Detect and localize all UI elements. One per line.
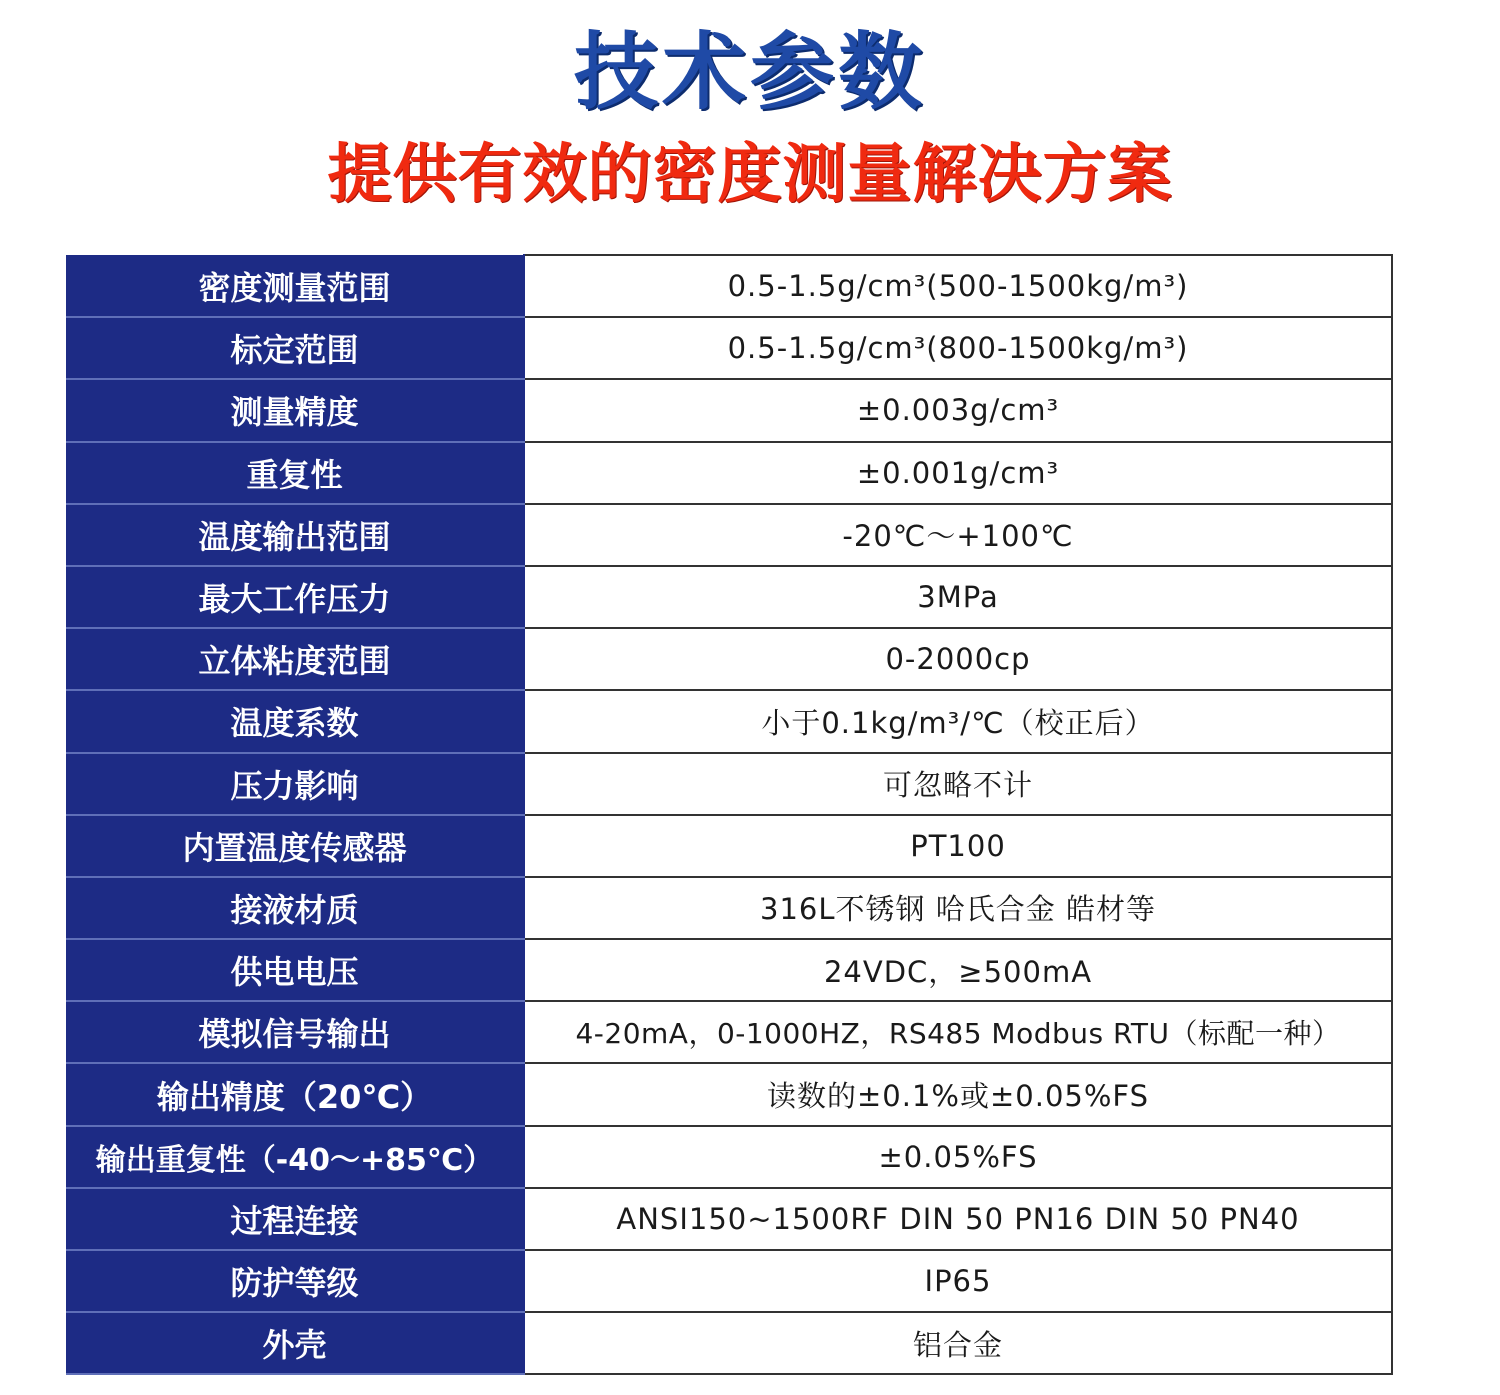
spec-row <box>66 1126 1392 1188</box>
spec-row <box>66 690 1392 752</box>
spec-value: 4-20mA，0-1000HZ，RS485 Modbus RTU（标配一种） <box>524 1001 1392 1063</box>
spec-label: 供电电压 <box>66 939 524 1001</box>
spec-label: 输出精度（20℃） <box>66 1063 524 1125</box>
spec-row <box>66 1250 1392 1312</box>
spec-label: 防护等级 <box>66 1250 524 1312</box>
spec-row <box>66 1312 1392 1374</box>
spec-row <box>66 1063 1392 1125</box>
spec-label: 温度输出范围 <box>66 504 524 566</box>
spec-value: 0.5-1.5g/cm³(800-1500kg/m³) <box>524 317 1392 379</box>
spec-label: 模拟信号输出 <box>66 1001 524 1063</box>
spec-label: 重复性 <box>66 442 524 504</box>
spec-row <box>66 628 1392 690</box>
spec-row <box>66 504 1392 566</box>
spec-table <box>66 254 1393 1375</box>
spec-row <box>66 815 1392 877</box>
spec-row <box>66 379 1392 441</box>
spec-value: IP65 <box>524 1250 1392 1312</box>
spec-value: 3MPa <box>524 566 1392 628</box>
spec-value: ANSI150~1500RF DIN 50 PN16 DIN 50 PN40 <box>524 1188 1392 1250</box>
spec-label: 输出重复性（-40～+85℃） <box>66 1126 524 1188</box>
spec-row <box>66 566 1392 628</box>
spec-value: 0-2000cp <box>524 628 1392 690</box>
spec-row <box>66 1188 1392 1250</box>
spec-value: 小于0.1kg/m³/℃（校正后） <box>524 690 1392 752</box>
spec-row <box>66 939 1392 1001</box>
spec-row <box>66 877 1392 939</box>
spec-value: 可忽略不计 <box>524 753 1392 815</box>
spec-value: ±0.05%FS <box>524 1126 1392 1188</box>
spec-label: 温度系数 <box>66 690 524 752</box>
spec-value: 0.5-1.5g/cm³(500-1500kg/m³) <box>524 255 1392 317</box>
spec-value: ±0.001g/cm³ <box>524 442 1392 504</box>
spec-label: 密度测量范围 <box>66 255 524 317</box>
spec-label: 最大工作压力 <box>66 566 524 628</box>
page-subtitle: 提供有效的密度测量解决方案 <box>327 138 1173 212</box>
spec-label: 标定范围 <box>66 317 524 379</box>
spec-label: 立体粘度范围 <box>66 628 524 690</box>
spec-value: 316L不锈钢 哈氏合金 皓材等 <box>524 877 1392 939</box>
spec-row <box>66 317 1392 379</box>
spec-value: PT100 <box>524 815 1392 877</box>
spec-value: -20℃～+100℃ <box>524 504 1392 566</box>
spec-label: 内置温度传感器 <box>66 815 524 877</box>
spec-label: 测量精度 <box>66 379 524 441</box>
page-title: 技术参数 <box>573 23 926 121</box>
spec-row <box>66 1001 1392 1063</box>
spec-value: 24VDC，≥500mA <box>524 939 1392 1001</box>
spec-label: 接液材质 <box>66 877 524 939</box>
spec-row <box>66 442 1392 504</box>
spec-row <box>66 255 1392 317</box>
spec-value: 铝合金 <box>524 1312 1392 1374</box>
spec-row <box>66 753 1392 815</box>
spec-value: ±0.003g/cm³ <box>524 379 1392 441</box>
spec-label: 压力影响 <box>66 753 524 815</box>
spec-value: 读数的±0.1%或±0.05%FS <box>524 1063 1392 1125</box>
spec-label: 过程连接 <box>66 1188 524 1250</box>
spec-label: 外壳 <box>66 1312 524 1374</box>
